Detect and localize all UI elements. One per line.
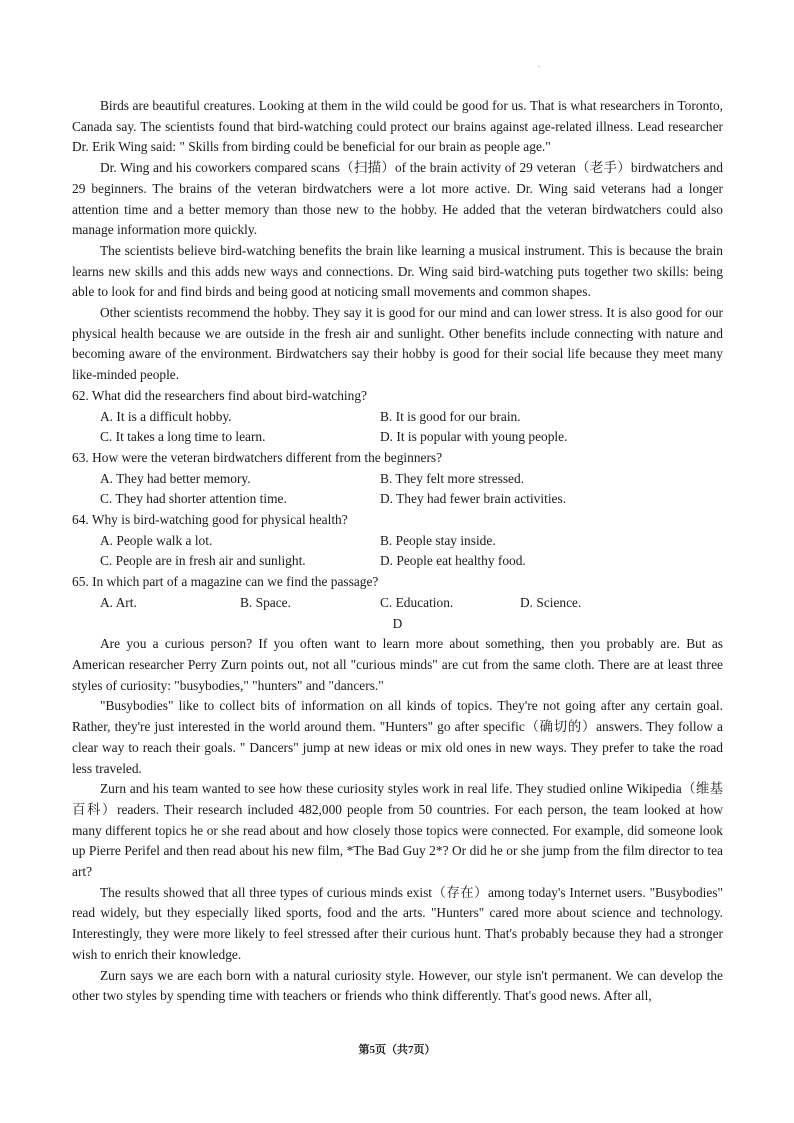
option-a: A. Art. bbox=[100, 594, 137, 610]
option-c: C. People are in fresh air and sunlight. bbox=[100, 553, 306, 569]
passage-d-paragraph-5: Zurn says we are each born with a natural curiosity style. However, our style isn't permanent. We can develop the other two styles by spending time with teachers or friends who think differently. That's good news. After all, bbox=[72, 967, 723, 1004]
passage-d-paragraph-2: "Busybodies" like to collect bits of information on all kinds of topics. They're not going after any certain goal. Rather, they're just interested in the world around them. "Hunters" go after specific（确切的）answers. They follow a clear way to reach their goals. " Dancers" jump at new ideas or mix old ones in new ways. They prefer to take the road less traveled. bbox=[72, 698, 723, 776]
question-options bbox=[72, 407, 723, 448]
option-d: D. They had fewer brain activities. bbox=[380, 491, 567, 507]
option-d: D. It is popular with young people. bbox=[380, 429, 568, 445]
option-a: A. People walk a lot. bbox=[100, 532, 213, 548]
option-a: A. They had better memory. bbox=[100, 470, 251, 486]
passage-d-paragraph-4: The results showed that all three types of curious minds exist（存在）among today's Internet users. "Busybodies" read widely, but they especially liked sports, food and the arts. "Hunters" cared more about science and technology. Interestingly, they were more likely to feel stressed after their curious hunt. That's probably because they had a stronger wish to enrich their knowledge. bbox=[72, 884, 723, 962]
question-stem: 62. What did the researchers find about bird-watching? bbox=[72, 387, 367, 403]
passage-d-paragraph-3: Zurn and his team wanted to see how these curiosity styles work in real life. They studied online Wikipedia（维基百科）readers. Their research included 482,000 people from 50 countries. For each person, the team looked at how many different topics he or she read about and how closely those topics were connected. For example, did someone look up Pierre Perifel and then read about his new film, *The Bad Guy 2*? Or did he or she jump from the film director to tea art? bbox=[72, 781, 723, 880]
option-d: D. People eat healthy food. bbox=[380, 553, 526, 569]
question-stem: 65. In which part of a magazine can we find the passage? bbox=[72, 574, 379, 590]
passage-d-paragraph-1: Are you a curious person? If you often want to learn more about something, then you probably are. But as American researcher Perry Zurn points out, not all "curious minds" are cut from the same cloth. There are at least three styles of curiosity: "busybodies," "hunters" and "dancers." bbox=[72, 636, 723, 693]
option-a: A. It is a difficult hobby. bbox=[100, 408, 232, 424]
option-b: B. They felt more stressed. bbox=[380, 470, 525, 486]
page-number-footer: 第5页（共7页） bbox=[358, 1044, 436, 1056]
question-64 bbox=[72, 510, 723, 572]
option-d: D. Science. bbox=[520, 594, 582, 610]
question-63 bbox=[72, 448, 723, 510]
question-stem: 64. Why is bird-watching good for physical health? bbox=[72, 512, 348, 528]
header-mark: . bbox=[538, 60, 540, 69]
option-c: C. Education. bbox=[380, 594, 454, 610]
question-options bbox=[72, 593, 723, 614]
question-options bbox=[72, 531, 723, 572]
question-62 bbox=[72, 386, 723, 448]
section-d-label: D bbox=[392, 615, 403, 631]
question-options bbox=[72, 469, 723, 510]
passage-c-paragraph-3: The scientists believe bird-watching benefits the brain like learning a musical instrument. This is because the brain learns new skills and this adds new ways and connections. Dr. Wing said bird-watching puts together two skills: being able to look for and find birds and being good at noticing small movements and common shapes. bbox=[72, 242, 723, 300]
option-b: B. Space. bbox=[240, 594, 291, 610]
question-65 bbox=[72, 572, 723, 613]
page-content bbox=[72, 96, 723, 1007]
option-c: C. It takes a long time to learn. bbox=[100, 429, 266, 445]
option-c: C. They had shorter attention time. bbox=[100, 491, 287, 507]
option-b: B. People stay inside. bbox=[380, 532, 496, 548]
passage-c-paragraph-4: Other scientists recommend the hobby. They say it is good for our mind and can lower stress. It is also good for our physical health because we are outside in the fresh air and sunlight. Other benefits include connecting with nature and becoming aware of the environment. Birdwatchers say their hobby is good for their social life because they meet many like-minded people. bbox=[72, 305, 723, 383]
passage-c-paragraph-2: Dr. Wing and his coworkers compared scans（扫描）of the brain activity of 29 veteran（老手）birdwatchers and 29 beginners. The brains of the veteran birdwatchers were a lot more active. Dr. Wing said veterans had a longer attention time and a better memory than those new to the hobby. He added that the veteran birdwatchers could also manage information more quickly. bbox=[72, 160, 723, 238]
option-b: B. It is good for our brain. bbox=[380, 408, 521, 424]
question-stem: 63. How were the veteran birdwatchers different from the beginners? bbox=[72, 449, 443, 465]
passage-c-paragraph-1: Birds are beautiful creatures. Looking at them in the wild could be good for us. That is what researchers in Toronto, Canada say. The scientists found that bird-watching could protect our brains against age-related illness. Lead researcher Dr. Erik Wing said: " Skills from birding could be beneficial for our brain as people age." bbox=[72, 98, 723, 155]
